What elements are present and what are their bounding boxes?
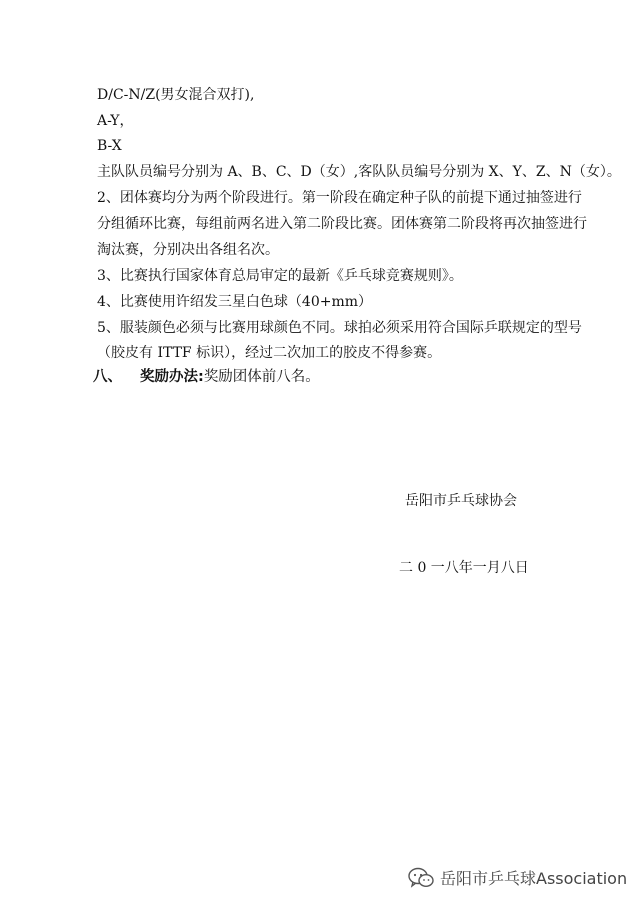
text-line-2: A-Y，	[97, 113, 134, 129]
text-line-5: 2、团体赛均分为两个阶段进行。第一阶段在确定种子队的前提下通过抽签进行	[97, 190, 582, 206]
text-line-9: 4、比赛使用许绍发三星白色球（40+mm）	[97, 294, 373, 310]
signature-date: 二 0 一八年一月八日	[399, 560, 529, 576]
section-heading: 奖励办法:	[140, 369, 204, 385]
text-line-4: 主队队员编号分别为 A、B、C、D（女）,客队队员编号分别为 X、Y、Z、N（女）。	[97, 164, 621, 180]
text-line-1: D/C-N/Z(男女混合双打),	[97, 87, 255, 103]
watermark	[408, 866, 627, 889]
text-line-11: （胶皮有 ITTF 标识），经过二次加工的胶皮不得参赛。	[97, 345, 442, 361]
text-line-3: B-X	[97, 138, 122, 154]
section-number: 八、	[93, 368, 122, 385]
text-line-8: 3、比赛执行国家体育总局审定的最新《乒乓球竞赛规则》。	[97, 268, 463, 284]
section-text: 奖励团体前八名。	[203, 369, 320, 385]
signature-org: 岳阳市乒乓球协会	[405, 493, 517, 509]
text-line-6: 分组循环比赛，每组前两名进入第二阶段比赛。团体赛第二阶段将再次抽签进行	[97, 216, 587, 232]
text-line-7: 淘汰赛，分别决出各组名次。	[97, 242, 279, 258]
text-line-10: 5、服装颜色必须与比赛用球颜色不同。球拍必须采用符合国际乒联规定的型号	[97, 320, 582, 336]
section-8	[93, 367, 320, 387]
watermark-text: 岳阳市乒乓球Association	[440, 869, 628, 888]
wechat-icon	[408, 867, 434, 889]
